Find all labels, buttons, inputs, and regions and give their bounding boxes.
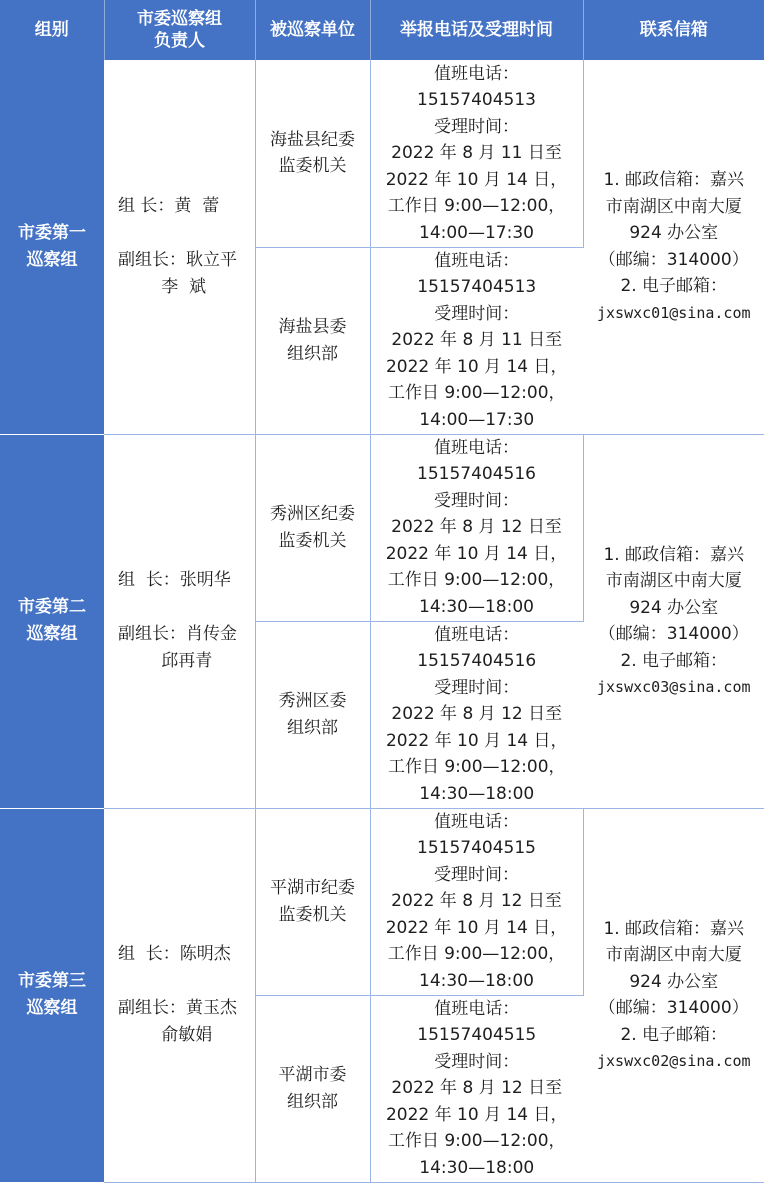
unit-name: 海盐县纪委 监委机关 [270,129,355,177]
table-row [0,60,764,247]
header-leaders-text: 市委巡察组 负责人 [137,9,222,51]
mail-line: （邮编：314000） [598,998,749,1018]
header-unit [255,0,370,60]
mail-cell [583,434,764,808]
leader-line: 副组长：肖传金 [118,624,237,644]
unit-cell [255,808,370,995]
phone-number: 15157404513 [417,277,537,298]
phone-number: 15157404515 [417,838,536,859]
group-name-cell [0,60,104,434]
phone-line: 工作日 9:00—12:00， [387,757,566,778]
phone-line: 值班电话： [434,811,519,832]
header-leaders [104,0,255,60]
group-name: 市委第三 巡察组 [18,971,86,1018]
phone-line: 2022 年 8 月 11 日至 [391,143,562,163]
mail-line: 2. 电子邮箱： [620,1024,728,1045]
phone-line: 14:00—17:30 [419,409,535,430]
phone-line: 2022 年 10 月 14 日， [385,917,568,938]
phone-line: 2022 年 10 月 14 日， [385,1104,568,1125]
unit-cell [255,60,370,247]
leader-line [118,594,255,621]
mail-cell [583,808,764,1182]
mail-line: 924 办公室 [629,223,719,244]
unit-name: 秀洲区委 组织部 [278,691,347,738]
phone-line: 受理时间： [434,864,519,885]
phone-line: 受理时间： [434,116,519,137]
phone-line: 2022 年 10 月 14 日， [385,543,568,564]
header-mail [583,0,764,60]
phone-line: 14:30—18:00 [419,783,535,804]
phone-line: 2022 年 8 月 12 日至 [391,517,562,538]
mail-line: 市南湖区中南大厦 [605,571,742,591]
leaders-cell [104,434,255,808]
email-address: jxswxc03@sina.com [596,678,751,696]
leader-line: 李 斌 [118,276,207,297]
phone-line: 14:30—18:00 [419,970,534,991]
phone-line: 工作日 9:00—12:00， [387,944,566,965]
phone-line: 2022 年 8 月 12 日至 [391,1078,563,1099]
header-unit-text: 被巡察单位 [270,20,355,40]
group-name-cell [0,434,104,808]
phone-line: 2022 年 8 月 11 日至 [391,330,563,351]
header-phone-text: 举报电话及受理时间 [400,20,553,40]
phone-line: 2022 年 10 月 14 日， [385,169,568,190]
phone-line: 受理时间： [434,677,520,698]
header-phone [370,0,583,60]
mail-line: 2. 电子邮箱： [620,276,728,297]
phone-line: 值班电话： [434,437,519,458]
leader-line: 组 长：黄 蕾 [118,195,220,216]
unit-cell [255,621,370,808]
phone-line: 2022 年 10 月 14 日， [385,356,568,377]
leader-line [118,220,255,247]
phone-line: 14:30—18:00 [419,1157,535,1178]
email-address: jxswxc02@sina.com [596,1052,751,1070]
leader-line: 俞敏娟 [118,1025,213,1045]
phone-line: 受理时间： [434,303,520,324]
phone-line: 14:00—17:30 [419,222,534,243]
mail-line: 市南湖区中南大厦 [605,945,742,965]
phone-line: 2022 年 10 月 14 日， [385,730,568,751]
mail-line: 1. 邮政信箱：嘉兴 [603,170,745,191]
phone-cell [370,621,583,808]
phone-line: 2022 年 8 月 12 日至 [391,891,562,912]
group-name-cell [0,808,104,1182]
mail-line: 924 办公室 [629,597,719,618]
header-group [0,0,104,60]
phone-line: 工作日 9:00—12:00， [387,196,566,216]
mail-line: 924 办公室 [629,971,719,992]
unit-cell [255,434,370,621]
leaders-cell [104,60,255,434]
phone-number: 15157404516 [417,464,536,485]
phone-line: 值班电话： [434,250,520,271]
phone-line: 受理时间： [434,1051,520,1072]
mail-line: 1. 邮政信箱：嘉兴 [603,918,745,939]
mail-cell [583,60,764,434]
phone-line: 2022 年 8 月 12 日至 [391,704,563,725]
phone-line: 值班电话： [434,624,520,645]
table-row [0,808,764,995]
leader-line: 副组长：黄玉杰 [118,998,237,1018]
phone-number: 15157404513 [417,90,536,110]
leader-line: 组 长：陈明杰 [118,944,231,964]
unit-name: 海盐县委 组织部 [278,317,347,364]
mail-line: 市南湖区中南大厦 [605,196,742,217]
mail-line: （邮编：314000） [598,624,749,644]
phone-cell [370,808,583,995]
mail-line: 2. 电子邮箱： [620,650,728,671]
table-row [0,434,764,621]
phone-cell [370,995,583,1182]
phone-cell [370,60,583,247]
leader-line: 副组长：耿立平 [118,249,237,270]
leader-line: 邱再青 [118,651,213,671]
phone-line: 值班电话： [434,998,520,1019]
leader-line [118,968,255,995]
leader-line: 组 长：张明华 [118,570,231,590]
unit-cell [255,995,370,1182]
phone-line: 工作日 9:00—12:00， [387,570,566,591]
phone-line: 14:30—18:00 [419,596,534,617]
phone-cell [370,247,583,434]
unit-name: 平湖市委 组织部 [278,1065,347,1112]
unit-name: 平湖市纪委 监委机关 [270,878,355,925]
phone-number: 15157404516 [417,651,537,672]
mail-line: 1. 邮政信箱：嘉兴 [603,544,745,565]
header-group-text: 组别 [34,20,69,40]
phone-line: 工作日 9:00—12:00， [387,1131,566,1152]
email-address: jxswxc01@sina.com [596,303,751,322]
phone-line: 工作日 9:00—12:00， [387,383,566,404]
mail-line: （邮编：314000） [598,249,749,270]
phone-number: 15157404515 [417,1025,537,1046]
header-mail-text: 联系信箱 [639,20,708,40]
header-row [0,0,764,60]
leaders-cell [104,808,255,1182]
phone-line: 受理时间： [434,490,519,511]
unit-cell [255,247,370,434]
group-name: 市委第二 巡察组 [18,597,86,644]
group-name: 市委第一 巡察组 [18,222,86,270]
phone-cell [370,434,583,621]
phone-line: 值班电话： [434,63,519,84]
unit-name: 秀洲区纪委 监委机关 [270,504,355,551]
table-body [0,60,764,1182]
